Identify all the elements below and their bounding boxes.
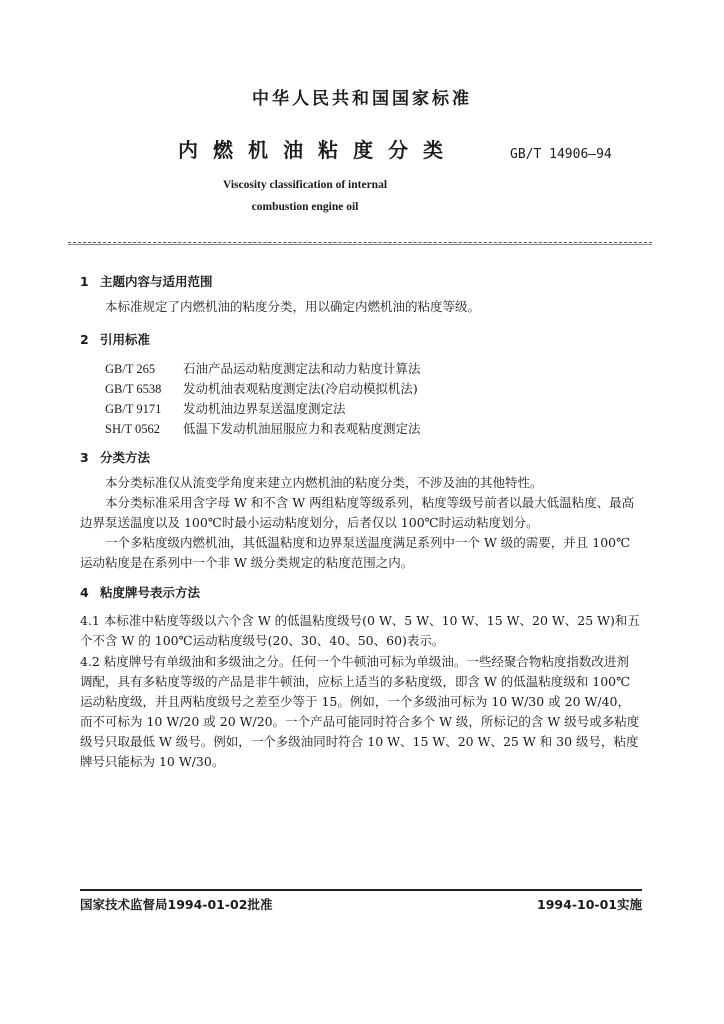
section-1-body: 本标准规定了内燃机油的粘度分类，用以确定内燃机油的粘度等级。 [105, 299, 481, 314]
reference-code: SH/T 0562 [105, 422, 160, 436]
section-number: 1 [80, 274, 89, 289]
section-title: 引用标准 [100, 332, 151, 347]
section-1-heading [80, 272, 213, 290]
reference-code: GB/T 6538 [105, 382, 162, 396]
clause-4-1: 4.1 本标准中粘度等级以六个含 W 的低温粘度级号(0 W、5 W、10 W、15 W、20 W、25 W)和五个不含 W 的 100℃运动粘度级号(20、30、40、50、60)表示。 [80, 613, 640, 648]
reference-text: 低温下发动机油屈服应力和表观粘度测定法 [183, 421, 421, 436]
section-title: 粘度牌号表示方法 [100, 585, 201, 600]
reference-item [105, 359, 421, 377]
section-number: 3 [80, 450, 89, 465]
reference-text: 石油产品运动粘度测定法和动力粘度计算法 [183, 361, 421, 376]
section-3-paragraph-3: 一个多粘度级内燃机油，其低温粘度和边界泵送温度满足系列中一个 W 级的需要，并且 100℃运动粘度是在系列中一个非 W 级分类规定的粘度范围之内。 [80, 535, 631, 570]
standard-number: GB/T 14906—94 [510, 147, 612, 162]
header-divider [68, 244, 652, 245]
section-number: 2 [80, 332, 89, 347]
reference-code: GB/T 265 [105, 362, 156, 376]
reference-item [105, 419, 421, 437]
approval-date: 国家技术监督局1994-01-02批准 [80, 897, 273, 912]
section-number: 4 [80, 585, 89, 600]
reference-item [105, 379, 418, 397]
footer-divider [80, 889, 642, 891]
section-3-paragraph-1: 本分类标准仅从流变学角度来建立内燃机油的粘度分类，不涉及油的其他特性。 [105, 475, 543, 490]
section-4-heading [80, 583, 200, 601]
section-2-heading [80, 330, 150, 348]
section-3-heading [80, 448, 150, 466]
document-title: 内燃机油粘度分类 [178, 138, 458, 162]
section-3-paragraph-2: 本分类标准采用含字母 W 和不含 W 两组粘度等级系列，粘度等级号前者以最大低温粘度、最高边界泵送温度以及 100℃时最小运动粘度划分，后者仅以 100℃时运动粘度划分。 [80, 495, 635, 530]
reference-code: GB/T 9171 [105, 402, 162, 416]
reference-item [105, 399, 346, 417]
reference-text: 发动机油表观粘度测定法(冷启动模拟机法) [183, 381, 418, 396]
standard-title: 中华人民共和国国家标准 [252, 89, 472, 109]
header-divider-dashed [68, 242, 652, 243]
effective-date: 1994-10-01实施 [537, 897, 642, 912]
section-title: 主题内容与适用范围 [100, 274, 213, 289]
english-title [0, 174, 610, 218]
clause-4-2: 4.2 粘度牌号有单级油和多级油之分。任何一个牛顿油可标为单级油。一些经聚合物粘度指数改进剂调配，具有多粘度等级的产品是非牛顿油，应标上适当的多粘度级，即含 W 的低温粘度级和 100℃运动粘度级，并且两粘度级号之差至少等于 15。例如，一个多级油可标为 10 W/30 或 20 W/40，而不可标为 10 W/20 或 20 W/20。一个产品可能同时符合多个 W 级，所标记的含 W 级号或多粘度级号只取最低 W 级号。例如，一个多级油同时符合 10 W、15 W、20 W、25 W 和 30 级号，粘度牌号只能标为 10 W/30。 [80, 654, 640, 769]
section-title: 分类方法 [100, 450, 151, 465]
reference-text: 发动机油边界泵送温度测定法 [183, 401, 346, 416]
english-title-line-1: Viscosity classification of internal [222, 179, 388, 191]
english-title-line-2: combustion engine oil [251, 201, 359, 213]
